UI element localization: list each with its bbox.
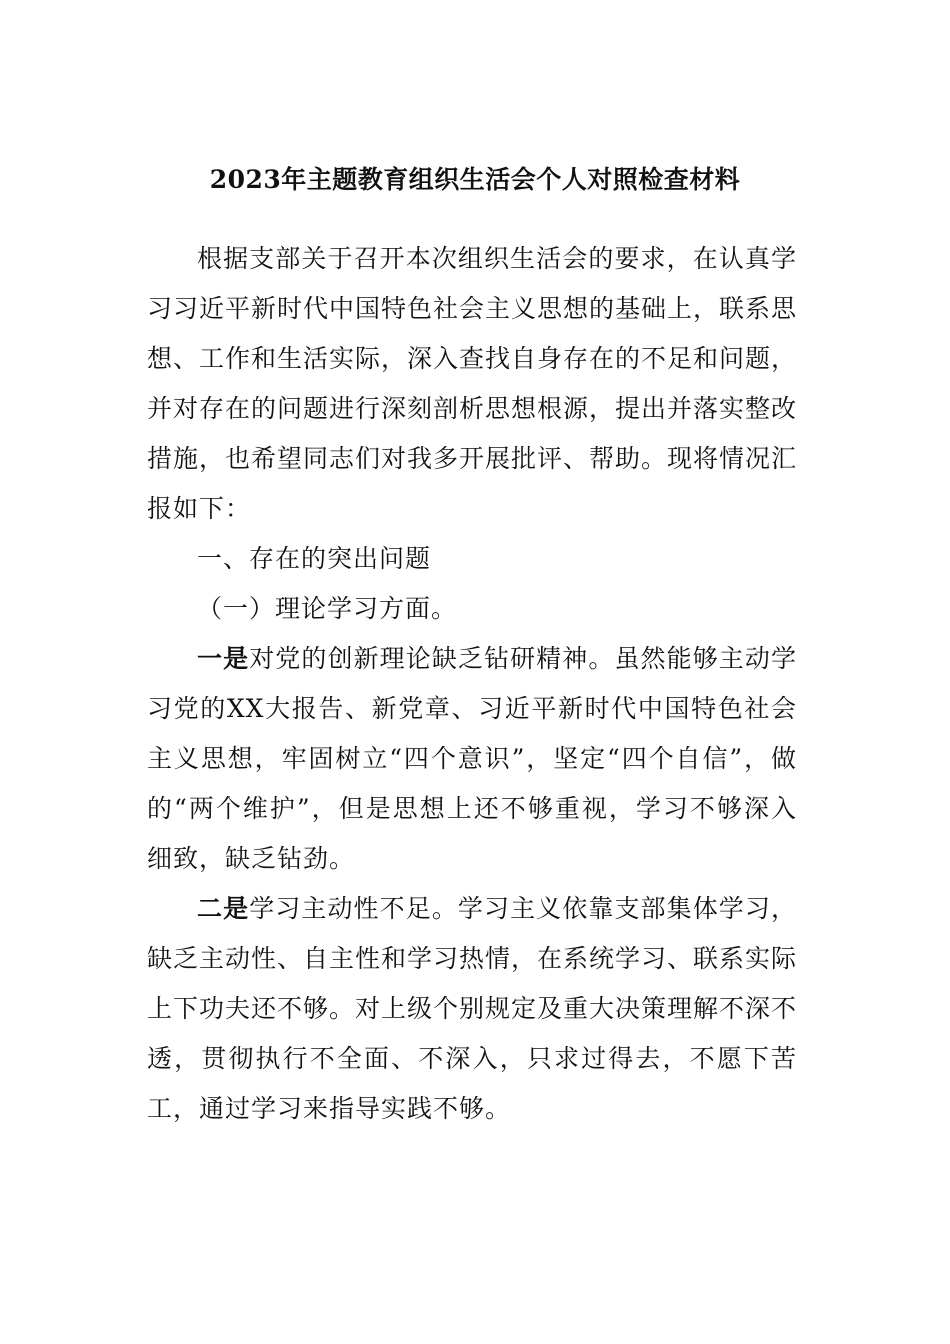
section-heading: 一、存在的突出问题 — [197, 544, 432, 573]
document-body — [147, 234, 797, 1134]
intro-paragraph: 根据支部关于召开本次组织生活会的要求，在认真学习习近平新时代中国特色社会主义思想的基础上，联系思想、工作和生活实际，深入查找自身存在的不足和问题，并对存在的问题进行深刻剖析思想根源，提出并落实整改措施，也希望同志们对我多开展批评、帮助。现将情况汇报如下： — [147, 244, 798, 523]
point-paragraph-1 — [147, 634, 797, 884]
point-text-1: 对党的创新理论缺乏钻研精神。虽然能够主动学习党的XX大报告、新党章、习近平新时代中国特色社会主义思想，牢固树立“四个意识”，坚定“四个自信”，做的“两个维护”，但是思想上还不够重视，学习不够深入细致，缺乏钻劲。 — [147, 644, 797, 873]
document-title: 2023年主题教育组织生活会个人对照检查材料 — [209, 165, 741, 194]
point-lead-2: 二是 — [197, 894, 250, 923]
point-lead-1: 一是 — [197, 644, 250, 673]
point-text-2: 学习主动性不足。学习主义依靠支部集体学习，缺乏主动性、自主性和学习热情，在系统学习、联系实际上下功夫还不够。对上级个别规定及重大决策理解不深不透，贯彻执行不全面、不深入，只求过得去，不愿下苦工，通过学习来指导实践不够。 — [147, 894, 798, 1123]
subsection-heading: （一）理论学习方面。 — [197, 594, 458, 623]
point-paragraph-2 — [147, 884, 797, 1134]
